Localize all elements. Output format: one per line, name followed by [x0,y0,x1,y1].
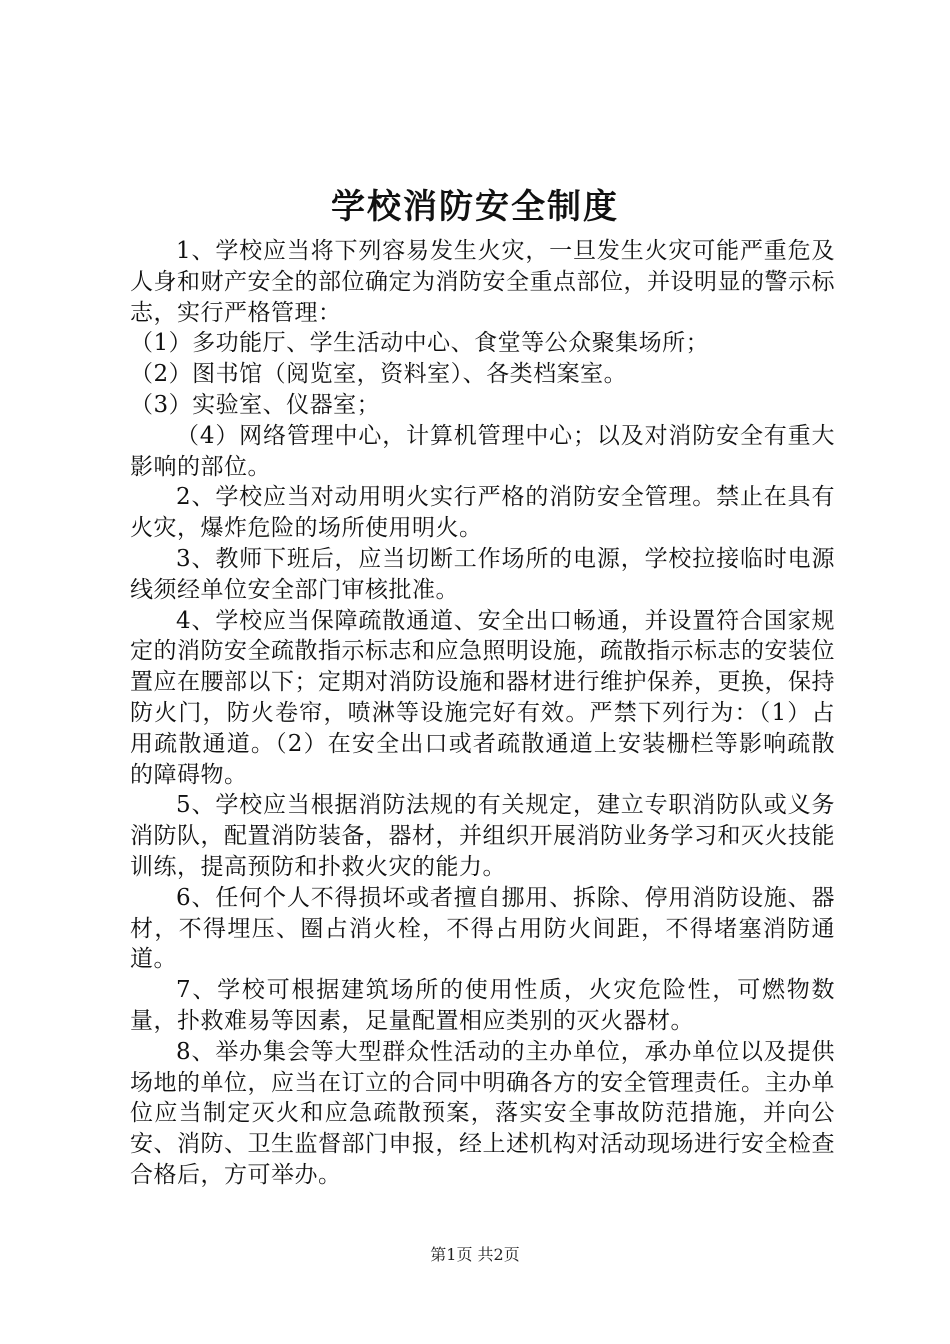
paragraph-4: 4、学校应当保障疏散通道、安全出口畅通，并设置符合国家规定的消防安全疏散指示标志和应急照明设施，疏散指示标志的安装位置应在腰部以下；定期对消防设施和器材进行维护保养，更换，保持防火门，防火卷帘，喷淋等设施完好有效。严禁下列行为：（1）占用疏散通道。（2）在安全出口或者疏散通道上安装栅栏等影响疏散的障碍物。 [130,607,835,788]
paragraph-1: 1、学校应当将下列容易发生火灾，一旦发生火灾可能严重危及人身和财产安全的部位确定为消防安全重点部位，并设明显的警示标志，实行严格管理： [130,238,835,326]
paragraph-2: 2、学校应当对动用明火实行严格的消防安全管理。禁止在具有火灾，爆炸危险的场所使用明火。 [130,484,835,542]
document-body [130,236,835,1191]
paragraph-7: 7、学校可根据建筑场所的使用性质，火灾危险性，可燃物数量，扑救难易等因素，足量配置相应类别的灭火器材。 [130,977,835,1034]
paragraph-5: 5、学校应当根据消防法规的有关规定，建立专职消防队或义务消防队，配置消防装备，器材，并组织开展消防业务学习和灭火技能训练，提高预防和扑救火灾的能力。 [130,792,835,880]
paragraph-6: 6、任何个人不得损坏或者擅自挪用、拆除、停用消防设施、器材，不得埋压、圈占消火栓，不得占用防火间距，不得堵塞消防通道。 [130,884,835,973]
page-footer: 第1页 共2页 [430,1245,520,1264]
document-title: 学校消防安全制度 [331,187,619,227]
paragraph-8: 8、举办集会等大型群众性活动的主办单位，承办单位以及提供场地的单位，应当在订立的合同中明确各方的安全管理责任。主办单位应当制定灭火和应急疏散预案，落实安全事故防范措施，并向公安、消防、卫生监督部门申报，经上述机构对活动现场进行安全检查合格后，方可举办。 [130,1038,835,1188]
list-item-4: （4）网络管理中心，计算机管理中心；以及对消防安全有重大影响的部位。 [130,422,835,480]
list-item-2: （2）图书馆（阅览室，资料室）、各类档案室。 [130,361,628,388]
list-item-3: （3）实验室、仪器室； [130,391,381,418]
list-item-1: （1）多功能厅、学生活动中心、食堂等公众聚集场所； [130,330,710,357]
paragraph-3: 3、教师下班后，应当切断工作场所的电源，学校拉接临时电源线须经单位安全部门审核批准。 [130,545,835,603]
